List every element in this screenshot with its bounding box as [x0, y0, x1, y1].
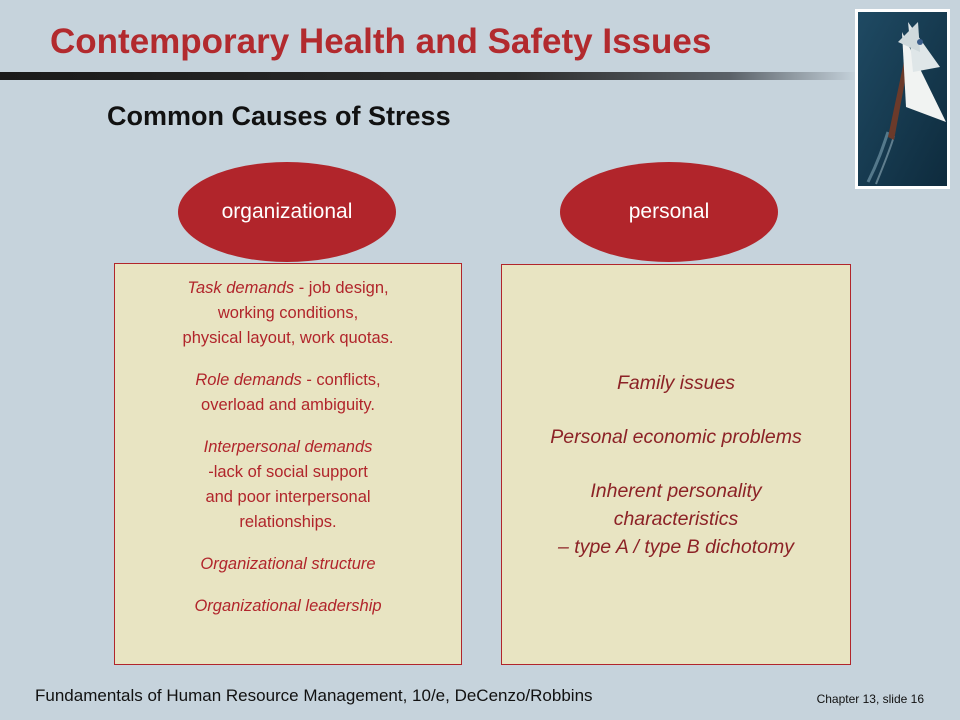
cause-organizational-leadership: Organizational leadership [194, 597, 382, 615]
sailboat-photo-icon [855, 9, 950, 189]
cause-interpersonal-demands: Interpersonal demands -lack of social support and poor interpersonal relationships. [203, 438, 373, 531]
personal-causes-box [501, 264, 851, 665]
cause-organizational-structure: Organizational structure [200, 555, 376, 573]
slide-subtitle: Common Causes of Stress [107, 101, 451, 131]
cause-economic-problems: Personal economic problems [550, 425, 802, 448]
cause-family-issues: Family issues [616, 371, 736, 394]
organizational-label: organizational [221, 200, 353, 223]
footer-book-title: Fundamentals of Human Resource Management, 10/e, DeCenzo/Robbins [35, 686, 593, 705]
cause-task-demands: Task demands - job design, working conditions, physical layout, work quotas. [182, 279, 394, 347]
organizational-category-ellipse [178, 162, 396, 262]
cause-role-demands: Role demands - conflicts, overload and ambiguity. [195, 371, 381, 414]
cause-personality-characteristics: Inherent personality characteristics – type A / type B dichotomy [558, 479, 794, 558]
personal-label: personal [628, 200, 710, 223]
slide-title: Contemporary Health and Safety Issues [50, 22, 712, 61]
organizational-causes-box [114, 263, 462, 665]
footer-slide-number: Chapter 13, slide 16 [816, 692, 924, 706]
personal-category-ellipse [560, 162, 778, 262]
title-divider [0, 72, 858, 80]
